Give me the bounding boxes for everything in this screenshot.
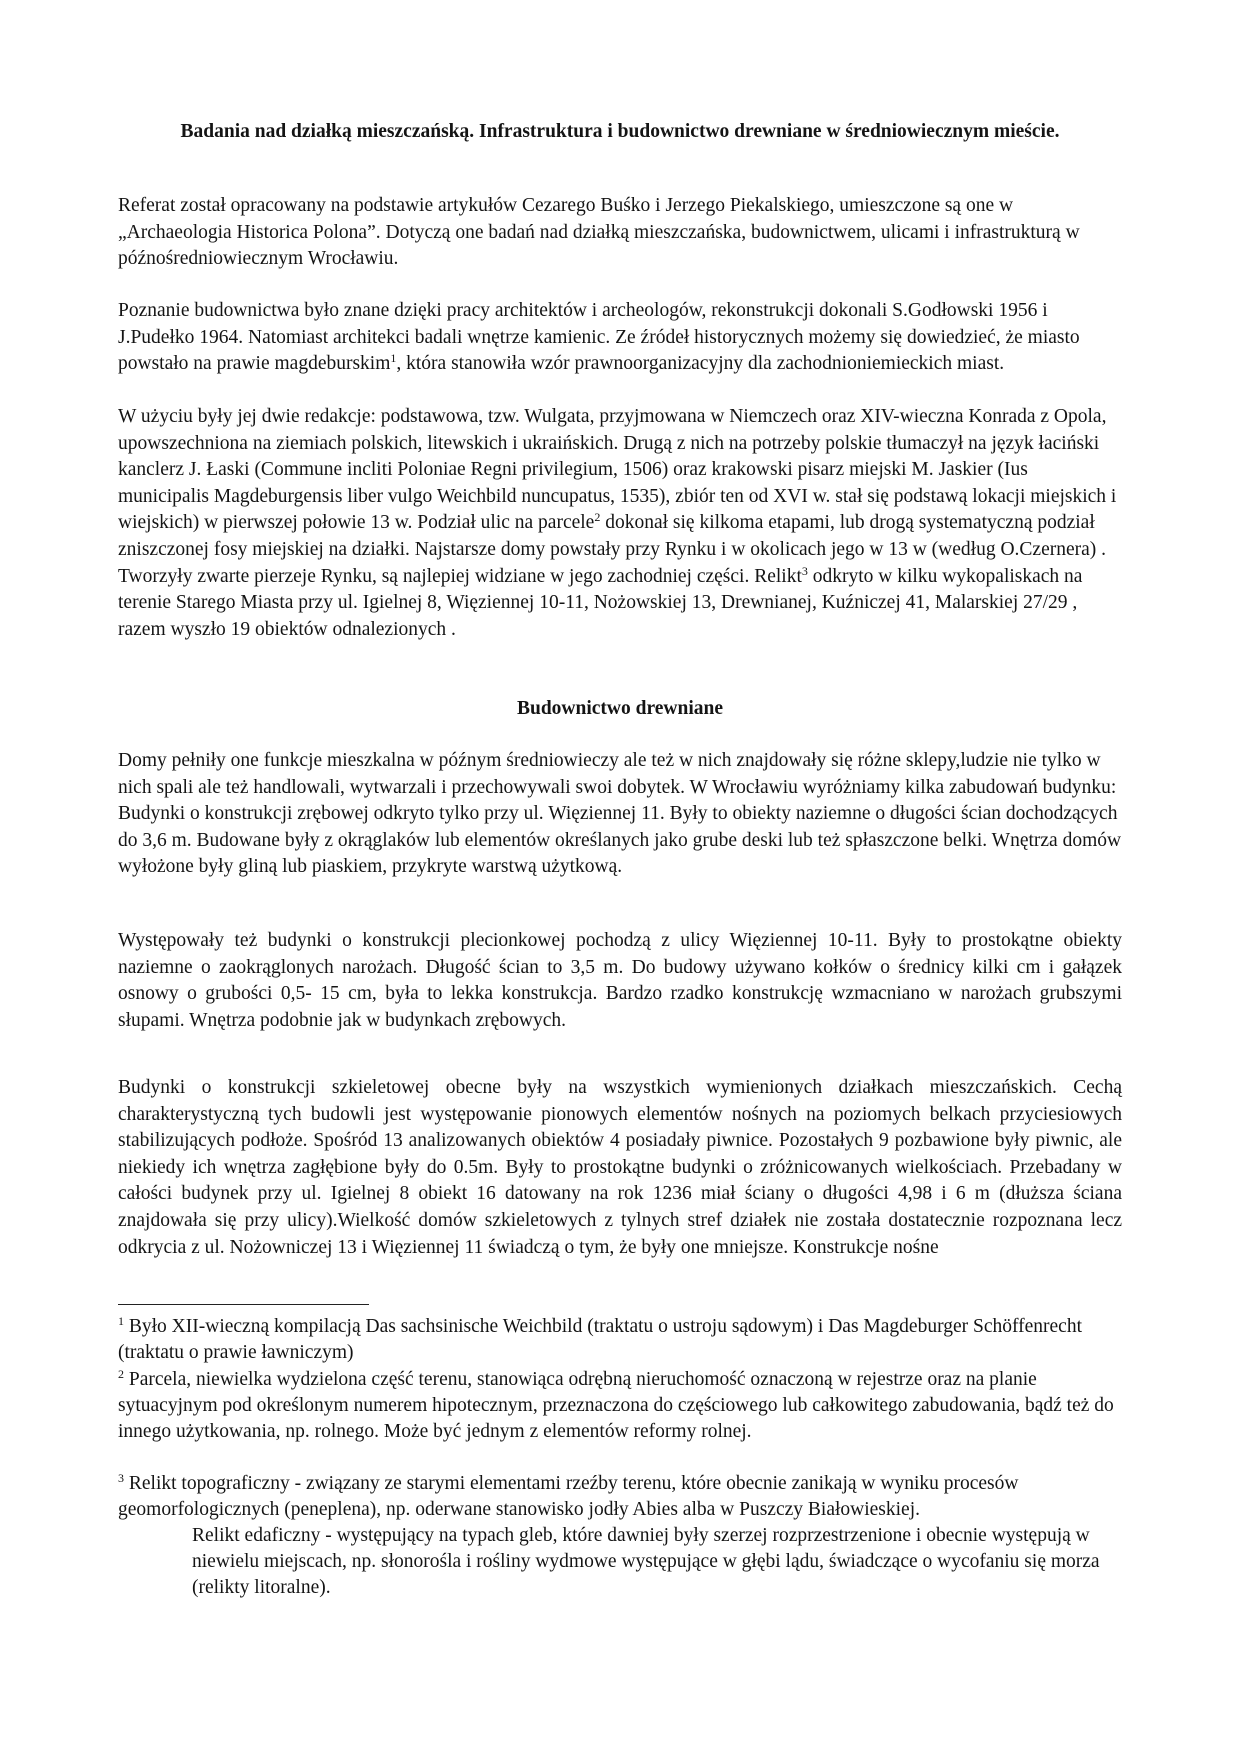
redaction-text-part1: W użyciu były jej dwie redakcje: podstawowa, tzw. Wulgata, przyjmowana w Niemczech oraz XIV-wieczna Konrada z Opola, upowszechniona na ziemiach polskich, litewskich i ukraińskich. Drugą z nich na potrzeby polskie tłumaczył na język łaciński kanclerz J. Łaski (Commune incliti Poloniae Regni privilegium, 1506) oraz krakowski pisarz miejski M. Jaskier (Ius municipalis Magdeburgensis liber vulgo Weichbild nuncupatus, 1535), zbiór ten od XVI w. stał się podstawą lokacji miejskich i wiejskich) w pierwszej połowie 13 w. Podział ulic na parcele bbox=[118, 406, 1117, 534]
redaction-text-part2: dokonał się kilkoma etapami, lub drogą systematyczną podział zniszczonej fosy miejskiej na działki. Najstarsze domy powstały przy Rynku i w okolicach jego w 13 w (według O.Czernera) . Tworzyły zwarte pierzeje Rynku, są najlepiej widziane w jego zachodniej części. Relikt bbox=[118, 512, 1107, 587]
wattle-text: Występowały też budynki o konstrukcji plecionkowej pochodzą z ulicy Więziennej 10-11. Były to prostokątne obiekty naziemne o zaokrąglonych narożach. Długość ścian to 3,5 m. Do budowy używano kołków o średnicy kilki cm i gałązek osnowy o grubości 0,5- 15 cm, była to lekka konstrukcja. Bardzo rzadko konstrukcję wzmacniano w narożach grubszymi słupami. Wnętrza podobnie jak w budynkach zrębowych. bbox=[118, 930, 1122, 1031]
footnote-mark-1: 1 bbox=[118, 1314, 124, 1328]
intro-text: Referat został opracowany na podstawie artykułów Cezarego Buśko i Jerzego Piekalskiego, umieszczone są one w „Archaeologia Historica Polona”. Dotyczą one badań nad działką mieszczańska, budownictwem, ulicami i infrastrukturą w późnośredniowiecznym Wrocławiu. bbox=[118, 195, 1080, 270]
redaction-text-part3: odkryto w kilku wykopaliskach na terenie Starego Miasta przy ul. Igielnej 8, Więziennej 10-11, Nożowskiej 13, Drewnianej, Kuźniczej 41, Malarskiej 27/29 , razem wyszło 19 obiektów odnalezionych . bbox=[118, 565, 1083, 640]
footnote-mark-3: 3 bbox=[118, 1471, 124, 1485]
history-text bbox=[118, 298, 1122, 378]
footnote-ref-1[interactable]: 1 bbox=[390, 351, 397, 366]
frame-text: Budynki o konstrukcji szkieletowej obecne były na wszystkich wymienionych działkach mieszczańskich. Cechą charakterystyczną tych budowli jest występowanie pionowych elementów nośnych na poziomych belkach przyciesiowych stabilizujących podłoże. Spośród 13 analizowanych obiektów 4 posiadały piwnice. Pozostałych 9 pozbawione były piwnic, ale niekiedy ich wnętrza zagłębione były do 0.5m. Były to prostokątne budynki o zróżnicowanych wielkościach. Przebadany w całości budynek przy ul. Igielnej 8 obiekt 16 datowany na rok 1236 miał ściany o długości 4,98 i 6 m (dłuższa ściana znajdowała się przy ulicy).Wielkość domów szkieletowych z tylnych stref działek nie została dostatecznie rozpoznana lecz odkrycia z ul. Nożowniczej 13 i Więziennej 11 świadczą o tym, że były one mniejsze. Konstrukcje nośne bbox=[118, 1077, 1122, 1258]
history-paragraph bbox=[118, 298, 1122, 378]
redaction-text bbox=[118, 404, 1122, 643]
intro-paragraph bbox=[118, 193, 1122, 273]
document-title: Badania nad działką mieszczańską. Infrastruktura i budownictwo drewniane w średniowiecznym mieście. bbox=[180, 121, 1060, 142]
footnote-2 bbox=[118, 1367, 1122, 1445]
log-construction-text: Budynki o konstrukcji zrębowej odkryto tylko przy ul. Więziennej 11. Były to obiekty naziemne o długości ścian dochodzących do 3,6 m. Budowane były z okrąglaków lub elementów określanych jako grube deski lub też spłaszczone belki. Wnętrza domów wyłożone były gliną lub piaskiem, przykryte warstwą użytkową. bbox=[118, 803, 1122, 878]
frame-paragraph bbox=[118, 1075, 1122, 1261]
redaction-paragraph bbox=[118, 404, 1122, 643]
history-text-part2: , która stanowiła wzór prawnoorganizacyjny dla zachodnioniemieckich miast. bbox=[396, 353, 1005, 375]
section-intro-paragraph bbox=[118, 748, 1122, 881]
footnote-ref-2[interactable]: 2 bbox=[594, 510, 601, 525]
wattle-paragraph bbox=[118, 928, 1122, 1034]
footnote-mark-2: 2 bbox=[118, 1367, 124, 1381]
section-intro-text: Domy pełniły one funkcje mieszkalna w późnym średniowieczy ale też w nich znajdowały się różne sklepy,ludzie nie tylko w nich spali ale też handlowali, wytwarzali i przechowywali swoi dobytek. W Wrocławiu wyróżniamy kilka zabudowań budynku: bbox=[118, 750, 1117, 798]
footnote-3 bbox=[118, 1471, 1122, 1601]
history-text-part1: Poznanie budownictwa było znane dzięki pracy architektów i archeologów, rekonstrukcji dokonali S.Godłowski 1956 i J.Pudełko 1964. Natomiast architekci badali wnętrze kamienic. Ze źródeł historycznych możemy się dowiedzieć, że miasto powstało na prawie magdeburskim bbox=[118, 300, 1080, 375]
footnote-1 bbox=[118, 1314, 1122, 1366]
footnote-3-continuation: Relikt edaficzny - występujący na typach gleb, które dawniej były szerzej rozprzestrzenione i obecnie występują w niewielu miejscach, np. słonorośla i rośliny wydmowe występujące w głębi lądu, świadczące o wycofaniu się morza (relikty litoralne). bbox=[192, 1525, 1100, 1598]
footnote-2-text: Parcela, niewielka wydzielona część terenu, stanowiąca odrębną nieruchomość oznaczoną w rejestrze oraz na planie sytuacyjnym pod określonym numerem hipotecznym, przeznaczona do częściowego lub całkowitego zabudowania, bądź też do innego użytkowania, np. rolnego. Może być jednym z elementów reformy rolnej. bbox=[118, 1369, 1114, 1442]
footnote-1-text: Było XII-wieczną kompilacją Das sachsinische Weichbild (traktatu o ustroju sądowym) i Das Magdeburger Schöffenrecht (traktatu o prawie ławniczym) bbox=[118, 1316, 1082, 1363]
section-heading: Budownictwo drewniane bbox=[516, 698, 724, 719]
footnote-ref-3[interactable]: 3 bbox=[801, 563, 808, 578]
footnote-3-text: Relikt topograficzny - związany ze starymi elementami rzeźby terenu, które obecnie zanikają w wyniku procesów geomorfologicznych (peneplena), np. oderwane stanowisko jodły Abies alba w Puszczy Białowieskiej. bbox=[118, 1473, 1019, 1520]
footnote-separator bbox=[118, 1304, 369, 1305]
